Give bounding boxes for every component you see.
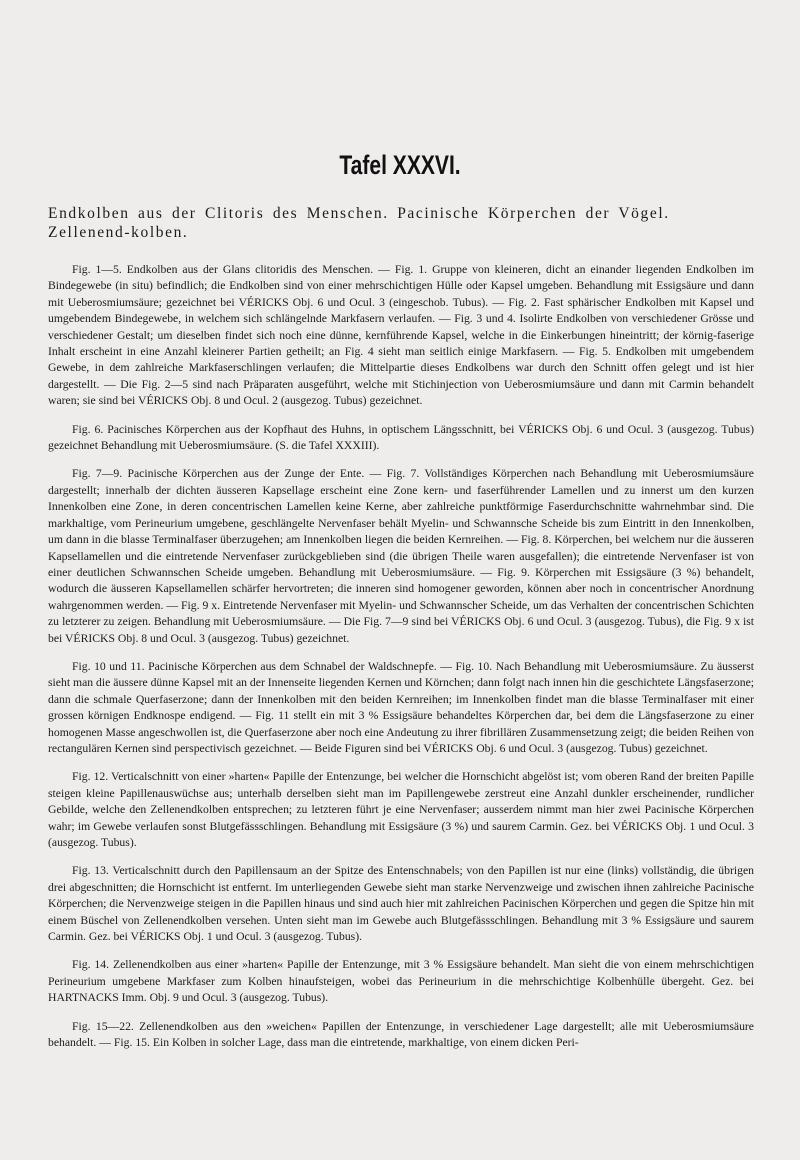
paragraph-fig-6: Fig. 6. Pacinisches Körperchen aus der Kopfhaut des Huhns, in optischem Längsschnitt, bei VÉRICKS Obj. 6 und Ocul. 3 (ausgezog. Tubus) gezeichnet Behandlung mit Ueberosmiumsäure. (S. die Tafel XXXIII). xyxy=(48,422,754,453)
paragraph-fig-14: Fig. 14. Zellenendkolben aus einer »harten« Papille der Entenzunge, mit 3 % Essigsäure behandelt. Man sieht die von einem mehrschichtigen Perineurium umgebene Markfaser zum Kolben hinaufsteigen, wobei das Perineurium in die mehrschichtige Kolbenhülle übergeht. Gez. bei HARTNACKS Imm. Obj. 9 und Ocul. 3 (ausgezog. Tubus). xyxy=(48,958,754,1005)
paragraph-fig-12: Fig. 12. Verticalschnitt von einer »harten« Papille der Entenzunge, bei welcher die Hornschicht abgelöst ist; vom oberen Rand der breiten Papille steigen kleine Papillenauswüchse aus; unterhalb derselben sieht man im Papillengewebe zerstreut eine Anzahl dunkler erscheinender, rundlicher Gebilde, welche den Zellenendkolben entsprechen; zu letzteren führt je eine Nervenfaser; ausserdem nimmt man hier zwei Pacinische Körperchen wahr; im Gewebe verlaufen sonst Blutgefässschlingen. Behandlung mit Essigsäure (3 %) und saurem Carmin. Gez. bei VÉRICKS Obj. 1 und Ocul. 3 (ausgezog. Tubus). xyxy=(48,770,754,849)
paragraph-fig-10-11: Fig. 10 und 11. Pacinische Körperchen aus dem Schnabel der Waldschnepfe. — Fig. 10. Nach Behandlung mit Ueberosmiumsäure. Zu äusserst sieht man die äussere dünne Kapsel mit an der Innenseite liegenden Kernen und Körnchen; dann folgt nach innen hin die geschichtete Längsfaserzone; dann die schmale Querfaserzone; dann der Innenkolben mit den beiden Kernreihen; im Innenkolben findet man die blasse Terminalfaser mit einer grossen körnigen Endknospe endigend. — Fig. 11 stellt ein mit 3 % Essigsäure behandeltes Körperchen dar, bei dem die Längsfaserzone zu einer homogenen Masse angeschwollen ist, die Querfaserzone aber noch eine Andeutung zu ihrer fibrillären Zusammensetzung zeigt; die beiden Reihen von rectangulären Kernen sind perspectivisch gezeichnet. — Beide Figuren sind bei VÉRICKS Obj. 6 und Ocul. 3 (ausgezog. Tubus) gezeichnet. xyxy=(48,659,754,755)
paragraph-fig-15-22: Fig. 15—22. Zellenendkolben aus den »weichen« Papillen der Entenzunge, in verschiedener Lage dargestellt; alle mit Ueberosmiumsäure behandelt. — Fig. 15. Ein Kolben in solcher Lage, dass man die eintretende, markhaltige, von einem dicken Peri- xyxy=(48,1019,754,1050)
plate-title: Tafel XXXVI. xyxy=(339,150,461,180)
plate-description xyxy=(48,262,754,1063)
plate-heading: Endkolben aus der Clitoris des Menschen. Pacinische Körperchen der Vögel. Zellenend-kolben. xyxy=(48,205,670,241)
paragraph-fig-1-5: Fig. 1—5. Endkolben aus der Glans clitoridis des Menschen. — Fig. 1. Gruppe von kleineren, dicht an einander liegenden Endkolben im Bindegewebe (in situ) befindlich; die Endkolben sind von einer mehrschichtigen Hülle oder Kapsel umgeben. Behandlung mit Essigsäure und dann mit Ueberosmiumsäure; gezeichnet bei VÉRICKS Obj. 6 und Ocul. 3 (eingeschob. Tubus). — Fig. 2. Fast sphärischer Endkolben mit Kapsel und umgebendem Bindegewebe, in welchem sich schlängelnde Markfasern verlaufen. — Fig. 3 und 4. Isolirte Endkolben von verschiedener Grösse und verschiedener Gestalt; um dieselben findet sich noch eine dünne, kernführende Kapsel, welche in die Einkerbungen hineintritt; der körnig-faserige Inhalt erscheint in eine Anzahl kleinerer Partien getheilt; an Fig. 4 sieht man seitlich einige Markfasern. — Fig. 5. Endkolben mit umgebendem Gewebe, in dem zahlreiche Markfaserschlingen verlaufen; die Mittelpartie dieses Endkolbens war durch den Schnitt offen gelegt und ist hier dargestellt. — Die Fig. 2—5 sind nach Präparaten ausgeführt, welche mit Stichinjection von Ueberosmiumsäure und dann mit Carmin behandelt waren; sie sind bei VÉRICKS Obj. 8 und Ocul. 2 (ausgezog. Tubus) gezeichnet. xyxy=(48,263,754,408)
paragraph-fig-13: Fig. 13. Verticalschnitt durch den Papillensaum an der Spitze des Entenschnabels; von den Papillen ist nur eine (links) vollständig, die übrigen drei abgeschnitten; die Hornschicht ist entfernt. Im unterliegenden Gewebe sieht man starke Nervenzweige und zwischen ihnen zahlreiche Pacinische Körperchen; die Nervenzweige steigen in die Papillen hinaus und sind auch hier mit zahlreichen Pacinischen Körperchen und gegen die Spitze hin mit einem Büschel von Zellenendkolben versehen. Unten sieht man im Gewebe auch Blutgefässschlingen. Behandlung mit 3 % Essigsäure und saurem Carmin. Gez. bei VÉRICKS Obj. 1 und Ocul. 3 (ausgezog. Tubus). xyxy=(48,864,754,944)
paragraph-fig-7-9: Fig. 7—9. Pacinische Körperchen aus der Zunge der Ente. — Fig. 7. Vollständiges Körperchen nach Behandlung mit Ueberosmiumsäure dargestellt; innerhalb der dichten äusseren Kapsellage erscheint eine Zone kern- und faserführender Lamellen und zu innerst um den kurzen Innenkolben eine Zone, in deren concentrischen Lamellen keine Kerne, aber zahlreiche punktförmige Faserdurchschnitte wahrnehmbar sind. Die markhaltige, vom Perineurium umgebene, geschlängelte Nervenfaser behält Myelin- und Schwannsche Scheide bis zum Eintritt in den Innenkolben, um dann in die blasse Terminalfaser überzugehen; am Innenkolben liegen die beiden Kernreihen. — Fig. 8. Körperchen, bei welchem nur die äusseren Kapsellamellen und die eintretende Nervenfaser zurückgeblieben sind (die übrigen Theile waren ausgefallen); die eintretende Nervenfaser ist von einer deutlichen Schwannschen Scheide umgeben. Behandlung mit Ueberosmiumsäure. — Fig. 9. Körperchen mit Essigsäure (3 %) behandelt, wodurch die äusseren Kapsellamellen schärfer hervortreten; die inneren sind homogener geworden, können aber noch in concentrischer Anordnung wahrgenommen werden. — Fig. 9 x. Eintretende Nervenfaser mit Myelin- und Schwannscher Scheide, um das Verhalten der concentrischen Schichten zu letzterer zu zeigen. Behandlung mit Ueberosmiumsäure. — Die Fig. 7—9 sind bei VÉRICKS Obj. 6 und Ocul. 3 (ausgezog. Tubus), die Fig. 9 x ist bei VÉRICKS Obj. 8 und Ocul. 3 (ausgezog. Tubus) gezeichnet. xyxy=(48,467,754,645)
